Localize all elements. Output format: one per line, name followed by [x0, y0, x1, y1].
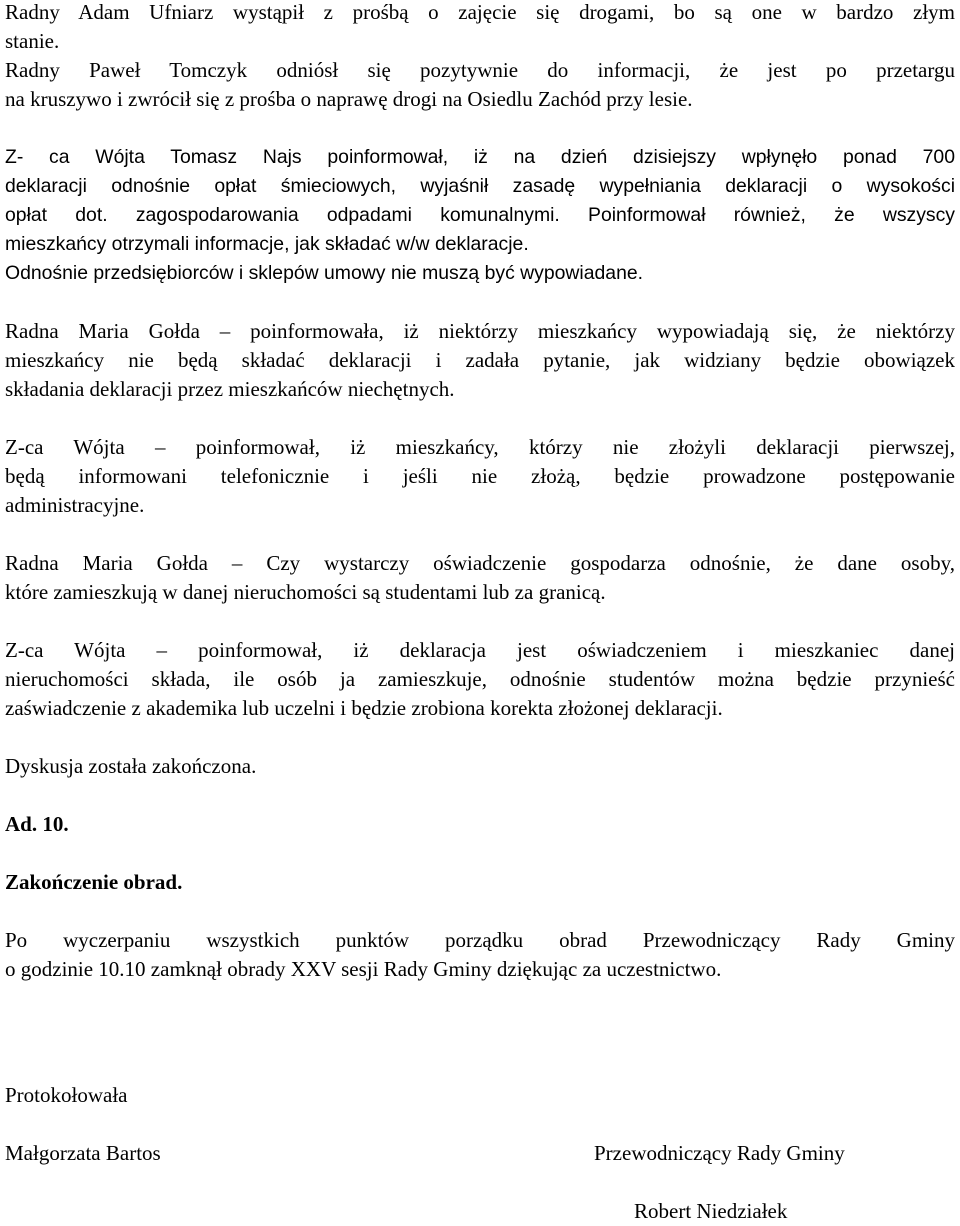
text-line: które zamieszkują w danej nieruchomości są studentami lub za granicą. [5, 580, 606, 604]
text-line: zaświadczenie z akademika lub uczelni i będzie zrobiona korekta złożonej deklaracji. [5, 696, 723, 720]
discussion-end-text: Dyskusja została zakończona. [5, 754, 257, 778]
paragraph-ufniarz [5, 0, 955, 56]
paragraph-spacer [5, 404, 955, 433]
text-line: administracyjne. [5, 493, 145, 517]
text-line: Po wyczerpaniu wszystkich punktów porządku obrad Przewodniczący Rady Gminy [5, 928, 955, 952]
recorder-name: Małgorzata Bartos [5, 1141, 161, 1165]
text-line: deklaracji odnośnie opłat śmieciowych, wyjaśnił zasadę wypełniania deklaracji o wysokości [5, 175, 955, 197]
text-line: opłat dot. zagospodarowania odpadami komunalnymi. Poinformował również, że wszyscy [5, 204, 955, 226]
paragraph-golda-1 [5, 317, 955, 404]
text-line: Z-ca Wójta – poinformował, iż mieszkańcy, którzy nie złożyli deklaracji pierwszej, [5, 435, 955, 459]
text-line: będą informowani telefonicznie i jeśli nie złożą, będzie prowadzone postępowanie [5, 464, 955, 488]
paragraph-zca-1 [5, 433, 955, 520]
paragraph-tomczyk [5, 56, 955, 114]
text-line: Radna Maria Gołda – Czy wystarczy oświadczenie gospodarza odnośnie, że dane osoby, [5, 551, 955, 575]
signature-row [5, 1139, 955, 1168]
closing-heading: Zakończenie obrad. [5, 870, 183, 894]
paragraph-spacer [5, 723, 955, 752]
paragraph-spacer [5, 839, 955, 868]
chair-name: Robert Niedziałek [634, 1199, 788, 1223]
paragraph-spacer [5, 114, 955, 143]
paragraph-spacer [5, 520, 955, 549]
text-line: nieruchomości składa, ile osób ja zamieszkuje, odnośnie studentów można będzie przynieść [5, 667, 955, 691]
paragraph-spacer [5, 1168, 955, 1197]
text-line: stanie. [5, 29, 60, 53]
text-line: o godzinie 10.10 zamknął obrady XXV sesji Rady Gminy dziękując za uczestnictwo. [5, 957, 722, 981]
paragraph-spacer [5, 1110, 955, 1139]
text-line: Radna Maria Gołda – poinformowała, iż niektórzy mieszkańcy wypowiadają się, że niektórzy [5, 319, 955, 343]
agenda-item-heading: Ad. 10. [5, 812, 69, 836]
chair-title: Przewodniczący Rady Gminy [594, 1141, 845, 1165]
text-line: na kruszywo i zwrócił się z prośba o naprawę drogi na Osiedlu Zachód przy lesie. [5, 87, 693, 111]
text-line: mieszkańcy nie będą składać deklaracji i zadała pytanie, jak widziany będzie obowiązek [5, 348, 955, 372]
paragraph-spacer [5, 607, 955, 636]
text-line: Odnośnie przedsiębiorców i sklepów umowy nie muszą być wypowiadane. [5, 262, 644, 284]
text-line: Z-ca Wójta – poinformował, iż deklaracja jest oświadczeniem i mieszkaniec danej [5, 638, 955, 662]
signature-spacer [5, 984, 955, 1081]
paragraph-zca-2 [5, 636, 955, 723]
paragraph-spacer [5, 897, 955, 926]
paragraph-spacer [5, 781, 955, 810]
document-page [5, 0, 955, 1226]
text-line: składania deklaracji przez mieszkańców niechętnych. [5, 377, 455, 401]
text-line: Z- ca Wójta Tomasz Najs poinformował, iż na dzień dzisiejszy wpłynęło ponad 700 [5, 146, 955, 168]
paragraph-spacer [5, 288, 955, 317]
paragraph-najs [5, 143, 955, 288]
paragraph-golda-2 [5, 549, 955, 607]
text-line: Radny Adam Ufniarz wystąpił z prośbą o zajęcie się drogami, bo są one w bardzo złym [5, 0, 955, 24]
paragraph-closing [5, 926, 955, 984]
recorded-by-label: Protokołowała [5, 1083, 128, 1107]
text-line: Radny Paweł Tomczyk odniósł się pozytywnie do informacji, że jest po przetargu [5, 58, 955, 82]
text-line: mieszkańcy otrzymali informacje, jak składać w/w deklaracje. [5, 233, 529, 255]
